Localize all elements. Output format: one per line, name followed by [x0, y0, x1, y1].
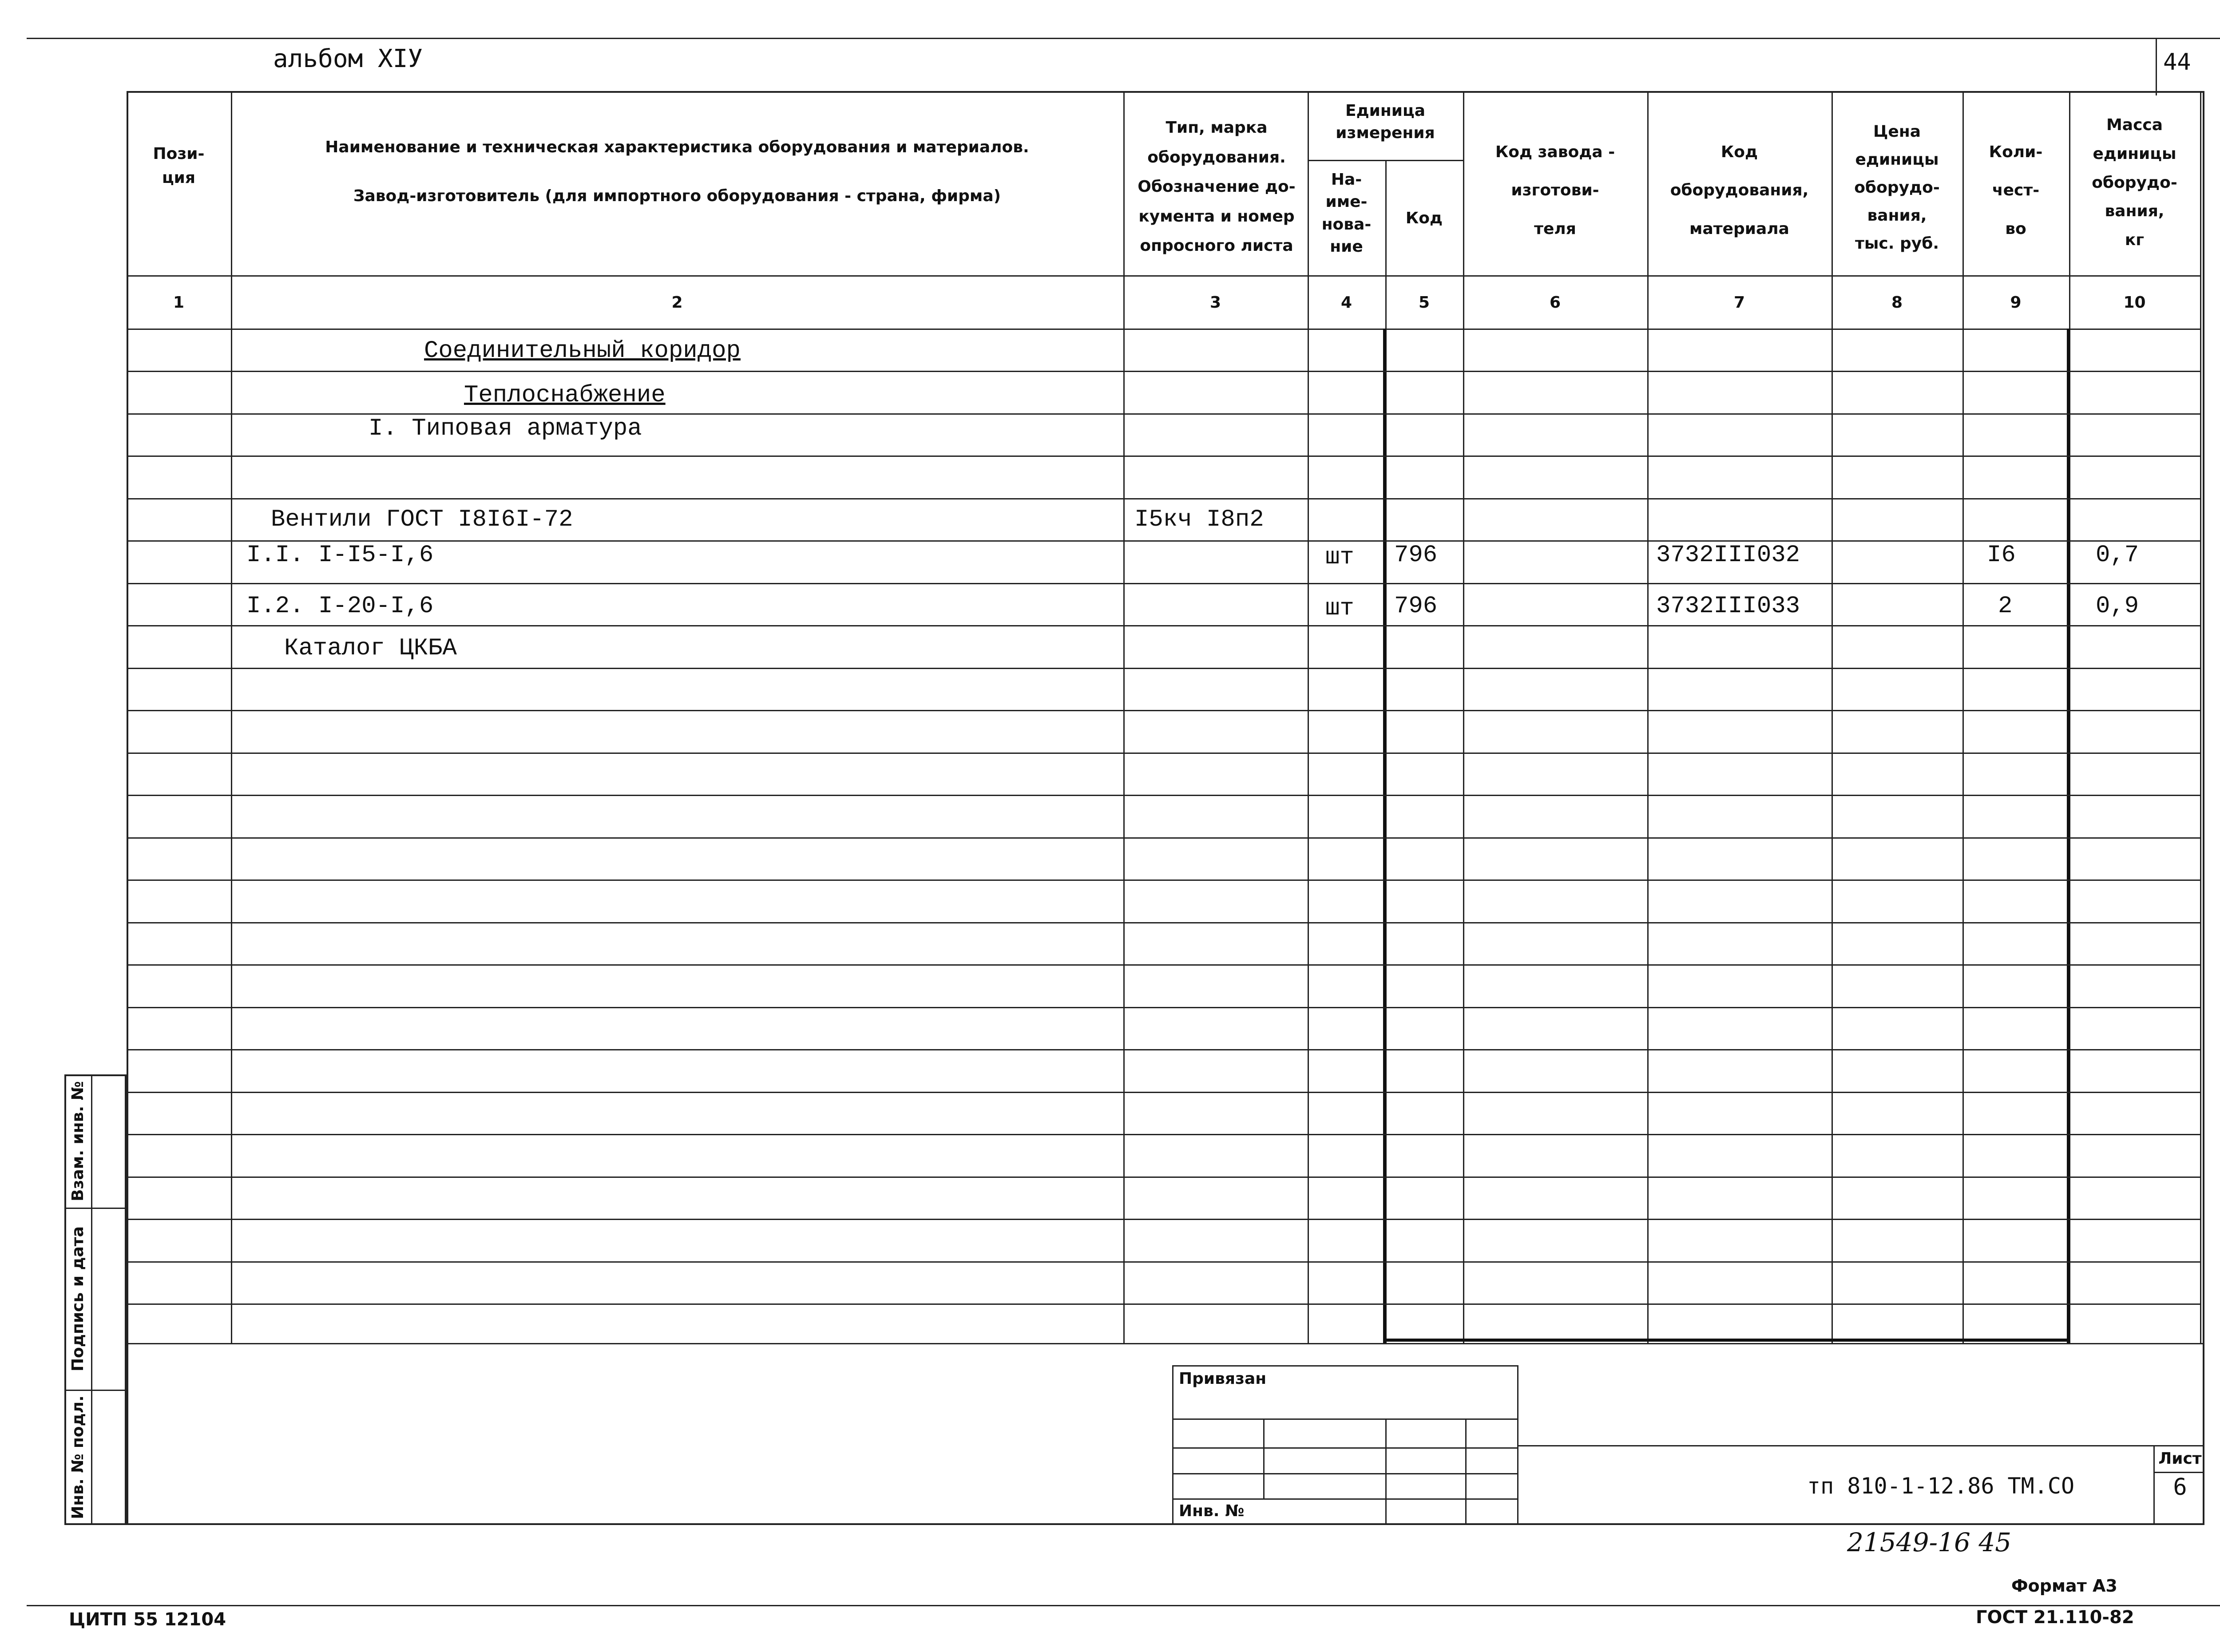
podpis-box — [64, 1208, 91, 1390]
document-designation: тп 810-1-12.86 ТМ.СО — [1807, 1473, 2075, 1499]
gost-label: ГОСТ 21.110-82 — [1976, 1607, 2134, 1628]
col-sep-10 — [2200, 91, 2201, 1343]
colnum-4: 4 — [1340, 293, 1352, 312]
title-block-top — [1518, 1445, 2204, 1446]
thick-left — [1383, 329, 1386, 1343]
stamp-vsep-1 — [1263, 1418, 1265, 1498]
inv-podl-label: Инв. № подл. — [68, 1395, 87, 1519]
row-2-equip-code: 3732III033 — [1656, 593, 1800, 620]
col-sep-3 — [1308, 91, 1309, 1343]
col-sep-7 — [1832, 91, 1833, 1343]
privyazan-label: Привязан — [1179, 1370, 1267, 1388]
vzam-label: Взам. инв. № — [68, 1081, 87, 1201]
hdr-col8: Цена единицы оборудо- вания, тыс. руб. — [1854, 123, 1940, 253]
table-bottom — [127, 1343, 2204, 1344]
hdr-col2-line2: Завод-изготовитель (для импортного оборудования - страна, фирма) — [353, 187, 1001, 205]
row-line — [127, 879, 2200, 881]
valve-type: I5кч I8п2 — [1134, 506, 1264, 533]
podpis-label: Подпись и дата — [68, 1226, 87, 1371]
row-line — [127, 1049, 2200, 1050]
row-1-code: 796 — [1394, 542, 1438, 569]
vzam-box — [64, 1074, 91, 1208]
row-line — [127, 413, 2200, 415]
row-line — [127, 922, 2200, 923]
row-line — [127, 540, 2200, 542]
colnum-6: 6 — [1549, 293, 1561, 312]
colnum-8: 8 — [1891, 293, 1903, 312]
stamp-vsep-3 — [1465, 1418, 1467, 1525]
row-2-unit: шт — [1325, 595, 1354, 622]
bottom-rule — [27, 1605, 2220, 1606]
col-sep-1 — [231, 91, 232, 1343]
row-line — [127, 753, 2200, 754]
row-line — [127, 837, 2200, 839]
hdr-col3: Тип, марка оборудования. Обозначение до- кумента и номер опросного листа — [1138, 119, 1296, 255]
row-2-qty: 2 — [1998, 593, 2013, 620]
hdr-col2-line1: Наименование и техническая характеристика оборудования и материалов. — [325, 138, 1029, 156]
stamp-line-3 — [1172, 1473, 1518, 1474]
list-box-left — [2153, 1445, 2155, 1525]
hdr-col7: Код оборудования, материала — [1670, 143, 1809, 238]
list-box-divider — [2153, 1472, 2204, 1473]
cpti-label: ЦИТП 55 12104 — [69, 1609, 226, 1630]
row-line — [127, 371, 2200, 372]
binding-inner-line — [91, 1074, 92, 1525]
list-number: 6 — [2173, 1474, 2187, 1501]
stamp-line-2 — [1172, 1447, 1518, 1449]
row-line — [127, 1007, 2200, 1008]
row-1-equip-code: 3732III032 — [1656, 542, 1800, 569]
album-title: альбом XIУ — [273, 44, 423, 73]
format-label: Формат А3 — [2011, 1576, 2117, 1596]
col-sep-5 — [1463, 91, 1464, 1343]
row-1-unit: шт — [1325, 544, 1354, 571]
hdr-unit-group: Единица измерения — [1336, 102, 1435, 143]
colnum-7: 7 — [1733, 293, 1745, 312]
row-line — [127, 710, 2200, 711]
top-rule — [27, 38, 2220, 39]
row-line — [127, 456, 2200, 457]
row-line — [127, 1177, 2200, 1178]
row-line — [127, 1219, 2200, 1220]
stamp-box — [1172, 1365, 1518, 1525]
row-1-qty: I6 — [1987, 542, 2016, 569]
section-title: Соединительный коридор — [424, 337, 741, 364]
row-2-code: 796 — [1394, 593, 1438, 620]
page-number-box-left — [2156, 38, 2157, 95]
hdr-col9: Коли- чест- во — [1989, 143, 2043, 238]
row-2-name: I.2. I-20-I,6 — [246, 593, 434, 620]
row-2-mass: 0,9 — [2096, 593, 2139, 620]
row-line — [127, 1134, 2200, 1135]
handwritten-number: 21549-16 45 — [1847, 1527, 2012, 1557]
row-line — [127, 795, 2200, 796]
col-sep-2 — [1123, 91, 1125, 1343]
row-1-mass: 0,7 — [2096, 542, 2139, 569]
row-line — [127, 625, 2200, 626]
row-line — [127, 668, 2200, 669]
colnum-5: 5 — [1418, 293, 1430, 312]
hdr-col5: Код — [1405, 209, 1443, 227]
hdr-col1: Пози- ция — [153, 145, 205, 187]
row-line — [127, 498, 2200, 499]
stamp-line-4 — [1172, 1498, 1518, 1500]
hdr-col6: Код завода - изготови- теля — [1495, 143, 1615, 238]
colnum-bottom — [127, 329, 2200, 330]
list-label: Лист — [2158, 1450, 2202, 1468]
colnum-1: 1 — [173, 293, 185, 312]
row-1-name: I.I. I-I5-I,6 — [246, 542, 434, 569]
catalog-reference: Каталог ЦКБА — [284, 635, 457, 662]
stamp-line-1 — [1172, 1418, 1518, 1420]
row-line — [127, 1261, 2200, 1263]
inv-no-label: Инв. № — [1179, 1502, 1245, 1520]
hdr-col10: Масса единицы оборудо- вания, кг — [2092, 116, 2177, 250]
page-number: 44 — [2163, 49, 2191, 75]
row-line — [127, 1092, 2200, 1093]
row-line — [127, 1303, 2200, 1305]
stamp-vsep-2 — [1385, 1418, 1387, 1525]
hdr-col4: На- име- нова- ние — [1321, 170, 1372, 256]
thick-bottom — [1383, 1339, 2070, 1342]
row-line — [127, 583, 2200, 584]
valve-standard: Вентили ГОСТ I8I6I-72 — [271, 506, 573, 533]
col-sep-6 — [1647, 91, 1649, 1343]
col-sep-8 — [1962, 91, 1964, 1343]
thick-right — [2067, 329, 2070, 1343]
subsection-title: Теплоснабжение — [464, 382, 666, 409]
row-line — [127, 964, 2200, 966]
group-title: I. Типовая арматура — [369, 415, 642, 442]
colnum-9: 9 — [2010, 293, 2022, 312]
unit-group-divider — [1308, 160, 1463, 161]
inv-podl-box — [64, 1390, 91, 1525]
colnum-10: 10 — [2123, 293, 2146, 312]
header-bottom — [127, 275, 2200, 277]
colnum-3: 3 — [1209, 293, 1221, 312]
colnum-2: 2 — [671, 293, 683, 312]
